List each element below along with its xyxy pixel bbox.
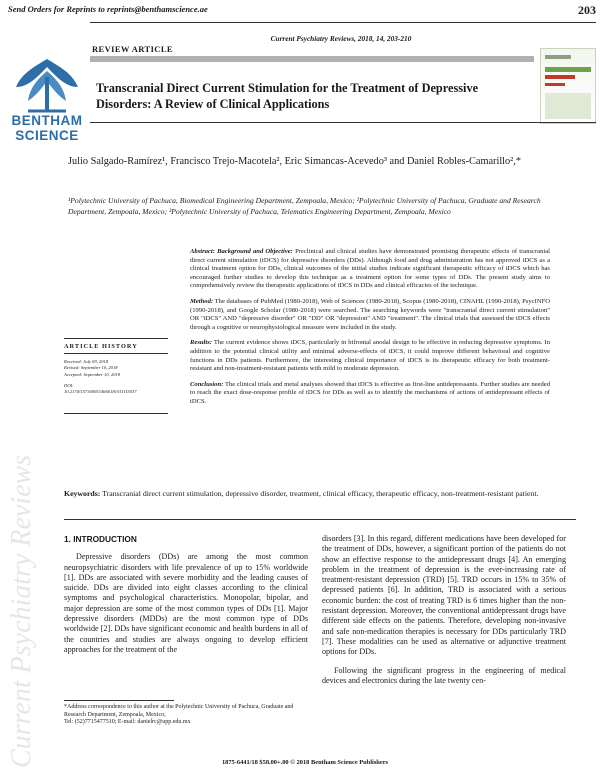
- keywords: [64, 489, 576, 500]
- bentham-science-logo-icon: [8, 57, 86, 117]
- doi-label: DOI:: [64, 382, 74, 388]
- page-number: 203: [578, 3, 596, 17]
- abstract-results-label: Results:: [190, 339, 212, 347]
- footnote-text: *Address correspondence to this author at the Polytechnic University of Pachuca, Graduate and Research Department, Zempoala, Mexico;: [64, 704, 294, 718]
- abstract-method: [190, 298, 550, 332]
- title-rule: [90, 122, 596, 123]
- abstract-conclusion-text: The clinical trials and metal analyses showed that tDCS is effective as first-line antidepressants. Further studies are needed to reach the exact dose-response profile of tDCS for DDs as well as to identify the mechanisms of actions of antidepressant effects of tDCS.: [190, 380, 550, 405]
- journal-watermark: [0, 370, 42, 770]
- abstract: [190, 248, 550, 414]
- intro-paragraph-2: disorders [3]. In this regard, different medications have been developed for the treatment of DDs, however, a significant portion of the patients do not show an effective response to the antidepressant drugs [4]. An emerging problem in the treatment of depression is the ever-increasing rate of treatment-resistant depression (TRD) [5]. TRD occurs in 15% to 35% of depressed patients [6]. In addition, TRD is associated with a serious economic burden: the cost of treating TRD is 6 times higher than the non-resistant depression. Moreover, the conventional antidepressant drugs have different side effects on the patients. Therefore, developing non-invasive and safe non-medication therapies is necessary for DDs particularly TRD [7]. These modalities can be used as alternative or adjunctive treatment options for DDs.: [322, 534, 566, 657]
- journal-citation: Current Psychiatry Reviews, 2018, 14, 203-210: [270, 34, 412, 43]
- doi-value[interactable]: 10.2174/1573400514666181011115037: [64, 389, 137, 395]
- abstract-background: [190, 248, 550, 291]
- abstract-results: [190, 339, 550, 373]
- abstract-conclusion-label: Conclusion:: [190, 380, 224, 388]
- abstract-background-text: Preclinical and clinical studies have demonstrated promising therapeutic effects of transcranial direct current stimulation (tDCS) for depressive disorders (DDs). Although food and drug administration has not approved tDCS as a clinical treatment option for DDs, clinical outcomes of the initial studies indicate significant therapeutic efficacy of tDCS which has encouraged further studies to develop this technique as a treatment option for some types of DDs. The present study aims to comprehensively review the therapeutic applications of tDCS in DDs and clinical efficacies of the technique.: [190, 248, 550, 290]
- intro-paragraph-1: Depressive disorders (DDs) are among the most common neuropsychiatric disorders with life prevalence of up to 15% worldwide [1]. DDs are associated with severe morbidity and the leading causes of suicide. DDs are divided into eight classes according to the clinical symptoms and psychological characteristics. Monopolar, bipolar, and major depression are some of the most common types of DDs [1]. Major depressive disorders (MDDs) are the most common type of DDs worldwide [2]. DDs have significant economic and health burdens in all of the countries and studies are always ongoing to develop efficient approaches for the treatment of the: [64, 552, 308, 654]
- intro-paragraph-3: Following the significant progress in the engineering of medical devices and electronics during the late twenty cen-: [322, 665, 566, 685]
- correspondence-footnote: [64, 704, 312, 727]
- section-heading-introduction: 1. INTRODUCTION: [64, 534, 137, 544]
- history-mid-rule: [64, 353, 168, 354]
- reprints-notice: Send Orders for Reprints to reprints@benthamscience.ae: [8, 4, 208, 14]
- history-top-rule: [64, 338, 168, 339]
- abstract-conclusion: [190, 381, 550, 407]
- keywords-text: Transcranial direct current stimulation, depressive disorder, treatment, clinical efficacy, therapeutic efficacy, non-treatment-resistant patient.: [100, 489, 539, 498]
- body-column-left: [64, 534, 308, 655]
- keywords-rule: [64, 519, 576, 520]
- accepted-date: Accepted: September 10, 2018: [64, 371, 121, 377]
- article-type: REVIEW ARTICLE: [92, 44, 173, 54]
- footnote-rule: [64, 700, 174, 701]
- article-history: [64, 359, 174, 395]
- article-title: Transcranial Direct Current Stimulation for the Treatment of Depressive Disorders: A Review of Clinical Applications: [96, 81, 479, 111]
- footnote-contact: Tel: (52)7715477510; E-mail: danielrc@upp.edu.mx: [64, 719, 191, 726]
- article-history-title: ARTICLE HISTORY: [64, 343, 138, 350]
- abstract-background-label: Abstract: Background and Objective:: [190, 248, 293, 255]
- page-footer: 1875-6441/18 $58.00+.00 © 2018 Bentham Science Publishers: [221, 759, 389, 766]
- abstract-results-text: The current evidence shows tDCS, particularly in bifrontal anodal design to be effective in reducing depressive symptoms. In addition to the potential clinical utility and minimal adverse-effects of tDCS, it could improve different behavioral and cognitive functions in DDs patients. Furthermore, the interesting clinical importance of tDCS is its therapeutic efficacy for both treatment-resistant and non-treatment-resistant patients with mild to moderate depression.: [190, 339, 550, 373]
- publisher-logo: [8, 57, 86, 142]
- watermark-text: Current Psychiatry Reviews: [6, 454, 37, 768]
- journal-cover-thumbnail: [540, 48, 596, 124]
- top-rule: [90, 22, 596, 23]
- keywords-label: Keywords:: [64, 489, 101, 498]
- revised-date: Revised: September 10, 2018: [64, 365, 118, 371]
- received-date: Received: July 09, 2018: [64, 359, 109, 364]
- affiliations: ¹Polytechnic University of Pachuca, Biomedical Engineering Department, Zempoala, Mexico; ²Polytechnic University of Pachuca, Graduate and Research Department, Zempoala, Mexico; ³Polytechnic University of Pachuca, Telematics Engineering Department, Zempoala, Mexico: [68, 196, 541, 216]
- author-list: Julio Salgado-Ramírez¹, Francisco Trejo-Macotela², Eric Simancas-Acevedo³ and Daniel Robles-Camarillo²,*: [68, 156, 521, 167]
- history-bottom-rule: [64, 413, 168, 414]
- abstract-method-label: Method:: [190, 297, 214, 305]
- article-type-bar: [90, 56, 534, 62]
- abstract-method-text: The databases of PubMed (1980-2018), Web of Sciences (1980-2018), Scopus (1980-2018), CINAHL (1990-2018), PsycINFO (1990-2018), and Google Scholar (1980-2018) were searched. The searching keywords were "transcranial direct current stimulation" OR "tDCS" AND "depressive disorder" OR "DD" OR "depression" AND "treatment". The clinical trials that assessed the tDCS effects through a cognitive or neurophysiological measure were included in the study.: [190, 297, 550, 331]
- body-column-right: [322, 534, 566, 686]
- publisher-logo-text: BENTHAM SCIENCE: [11, 113, 83, 143]
